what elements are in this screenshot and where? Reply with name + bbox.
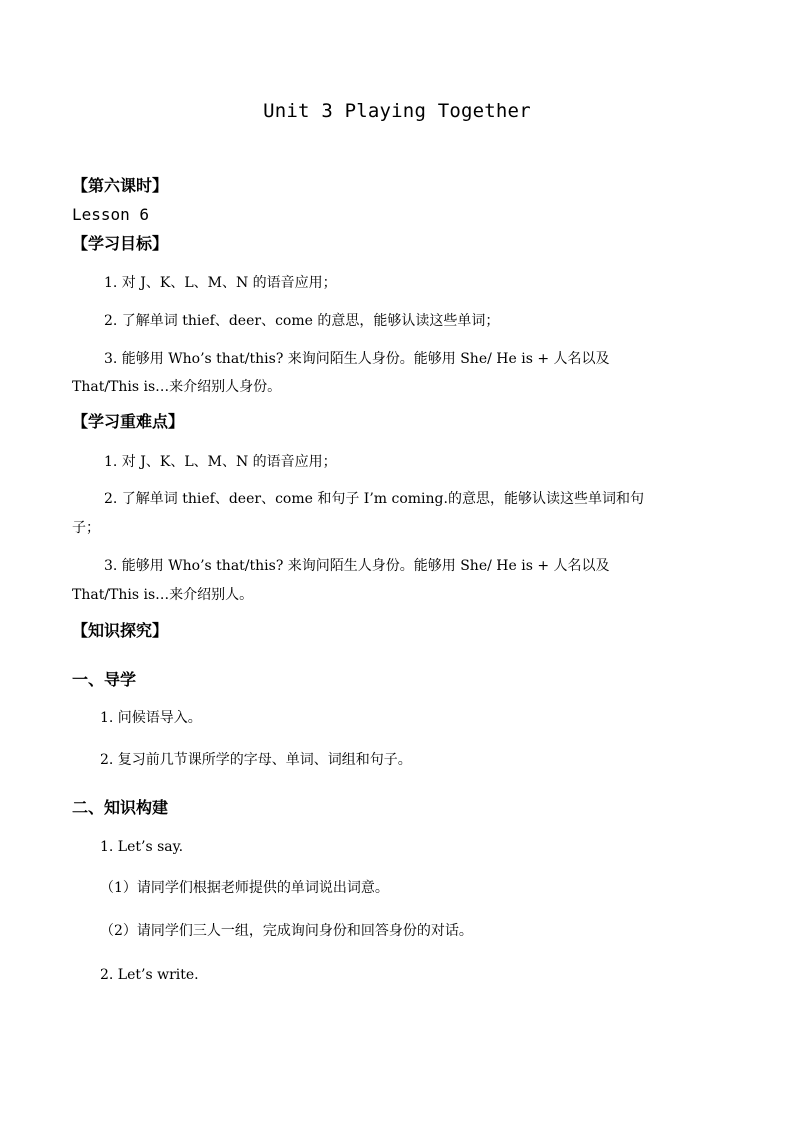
objective-item-2: 2. 了解单词 thief、deer、come 的意思，能够认读这些单词； [104,313,500,329]
build-subitem-1: （1）请同学们根据老师提供的单词说出词意。 [100,880,389,896]
section-build-heading: 二、知识构建 [72,798,169,817]
key-point-item-2: 2. 了解单词 thief、deer、come 和句子 I’m coming.的意思，能够认读这些单词和句 [104,491,644,507]
key-point-item-2-continued: 子； [72,520,100,536]
objective-item-3-continued: That/This is…来介绍别人身份。 [72,379,282,395]
key-point-item-3: 3. 能够用 Who’s that/this? 来询问陌生人身份。能够用 She/ He is + 人名以及 [104,558,610,574]
objective-item-3: 3. 能够用 Who’s that/this? 来询问陌生人身份。能够用 She/ He is + 人名以及 [104,351,610,367]
objectives-heading: 【学习目标】 [72,234,169,253]
key-points-heading: 【学习重难点】 [72,412,185,431]
build-item-lets-write: 2. Let’s write. [100,967,199,983]
exploration-heading: 【知识探究】 [72,621,169,640]
document-title: Unit 3 Playing Together [263,100,531,122]
build-subitem-2: （2）请同学们三人一组，完成询问身份和回答身份的对话。 [100,923,473,939]
key-point-item-3-continued: That/This is…来介绍别人。 [72,587,254,603]
key-point-item-1: 1. 对 J、K、L、M、N 的语音应用； [104,454,337,470]
guide-item-2: 2. 复习前几节课所学的字母、单词、词组和句子。 [100,752,412,768]
build-item-lets-say: 1. Let’s say. [100,839,184,855]
section-guide-heading: 一、导学 [72,670,137,689]
guide-item-1: 1. 问候语导入。 [100,710,202,726]
lesson-period-heading: 【第六课时】 [72,176,169,195]
lesson-label: Lesson 6 [72,205,150,224]
objective-item-1: 1. 对 J、K、L、M、N 的语音应用； [104,275,337,291]
